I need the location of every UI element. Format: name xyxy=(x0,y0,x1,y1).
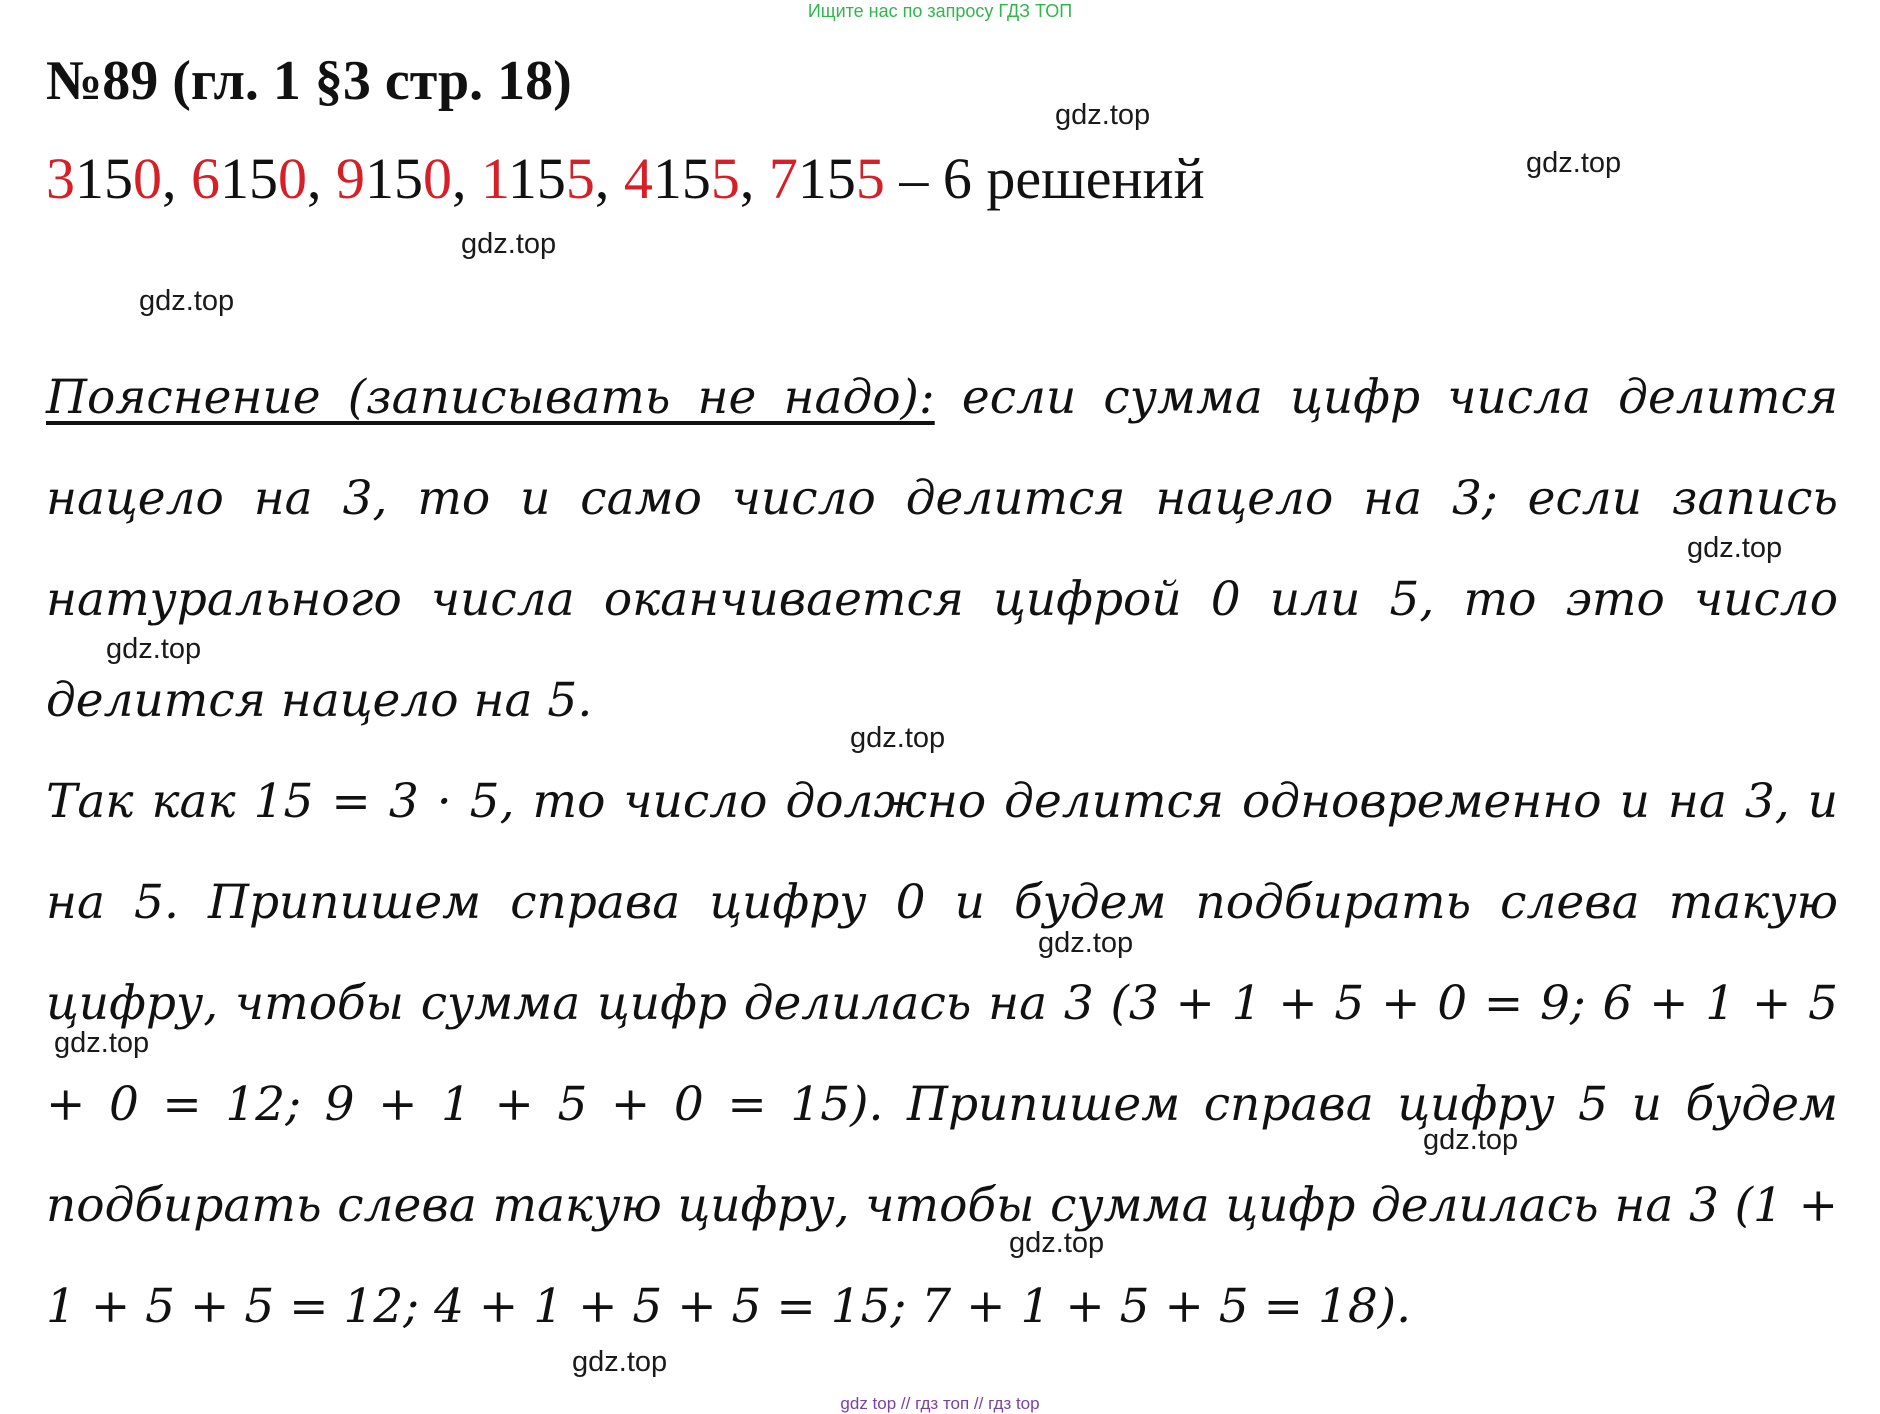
explanation-paragraph-1: Пояснение (записывать не надо): если сумма цифр числа делится нацело на 3, то и само число делится нацело на 3; если запись натурального числа оканчивается цифрой 0 или 5, то это число делится нацело на 5. xyxy=(46,370,1838,728)
answer-number: 3150 xyxy=(46,146,162,211)
watermark: gdz.top xyxy=(572,1346,668,1378)
explanation-paragraph-2: Так как 15 = 3 · 5, то число должно делится одновременно и на 3, и на 5. Припишем справа цифру 0 и будем подбирать слева такую цифру, чтобы сумма цифр делилась на 3 (3 + 1 + 5 + 0 = 9; 6 + 1 + 5 + 0 = 12; 9 + 1 + 5 + 0 = 15). Припишем справа цифру 5 и будем подбирать слева такую цифру, чтобы сумма цифр делилась на 3 (1 + 1 + 5 + 5 = 12; 4 + 1 + 5 + 5 = 15; 7 + 1 + 5 + 5 = 18). xyxy=(46,774,1838,1334)
watermark: gdz.top xyxy=(850,722,946,754)
answer-number: 6150 xyxy=(191,146,307,211)
watermark: gdz.top xyxy=(1055,99,1151,131)
bottom-banner: gdz top // гдз топ // гдз top xyxy=(840,1394,1040,1413)
answer-suffix: – 6 решений xyxy=(884,146,1205,211)
answer-number: 1155 xyxy=(481,146,595,211)
watermark: gdz.top xyxy=(461,228,557,260)
answer-number: 7155 xyxy=(768,146,885,211)
watermark: gdz.top xyxy=(139,285,235,317)
watermark: gdz.top xyxy=(54,1027,150,1059)
watermark: gdz.top xyxy=(1526,147,1622,179)
answer-number: 4155 xyxy=(623,146,740,211)
watermark: gdz.top xyxy=(1038,927,1134,959)
watermark: gdz.top xyxy=(1009,1227,1105,1259)
watermark: gdz.top xyxy=(1687,532,1783,564)
answer-line: 3150, 6150, 9150, 1155, 4155, 7155 – 6 решений xyxy=(46,146,1205,211)
answer-number: 9150 xyxy=(336,146,452,211)
watermark: gdz.top xyxy=(106,633,202,665)
top-banner: Ищите нас по запросу ГДЗ ТОП xyxy=(807,1,1073,21)
page-title: №89 (гл. 1 §3 стр. 18) xyxy=(46,50,572,112)
explanation-text xyxy=(46,347,1838,1357)
explanation-lead: Пояснение (записывать не надо): xyxy=(46,370,935,425)
watermark: gdz.top xyxy=(1423,1124,1519,1156)
